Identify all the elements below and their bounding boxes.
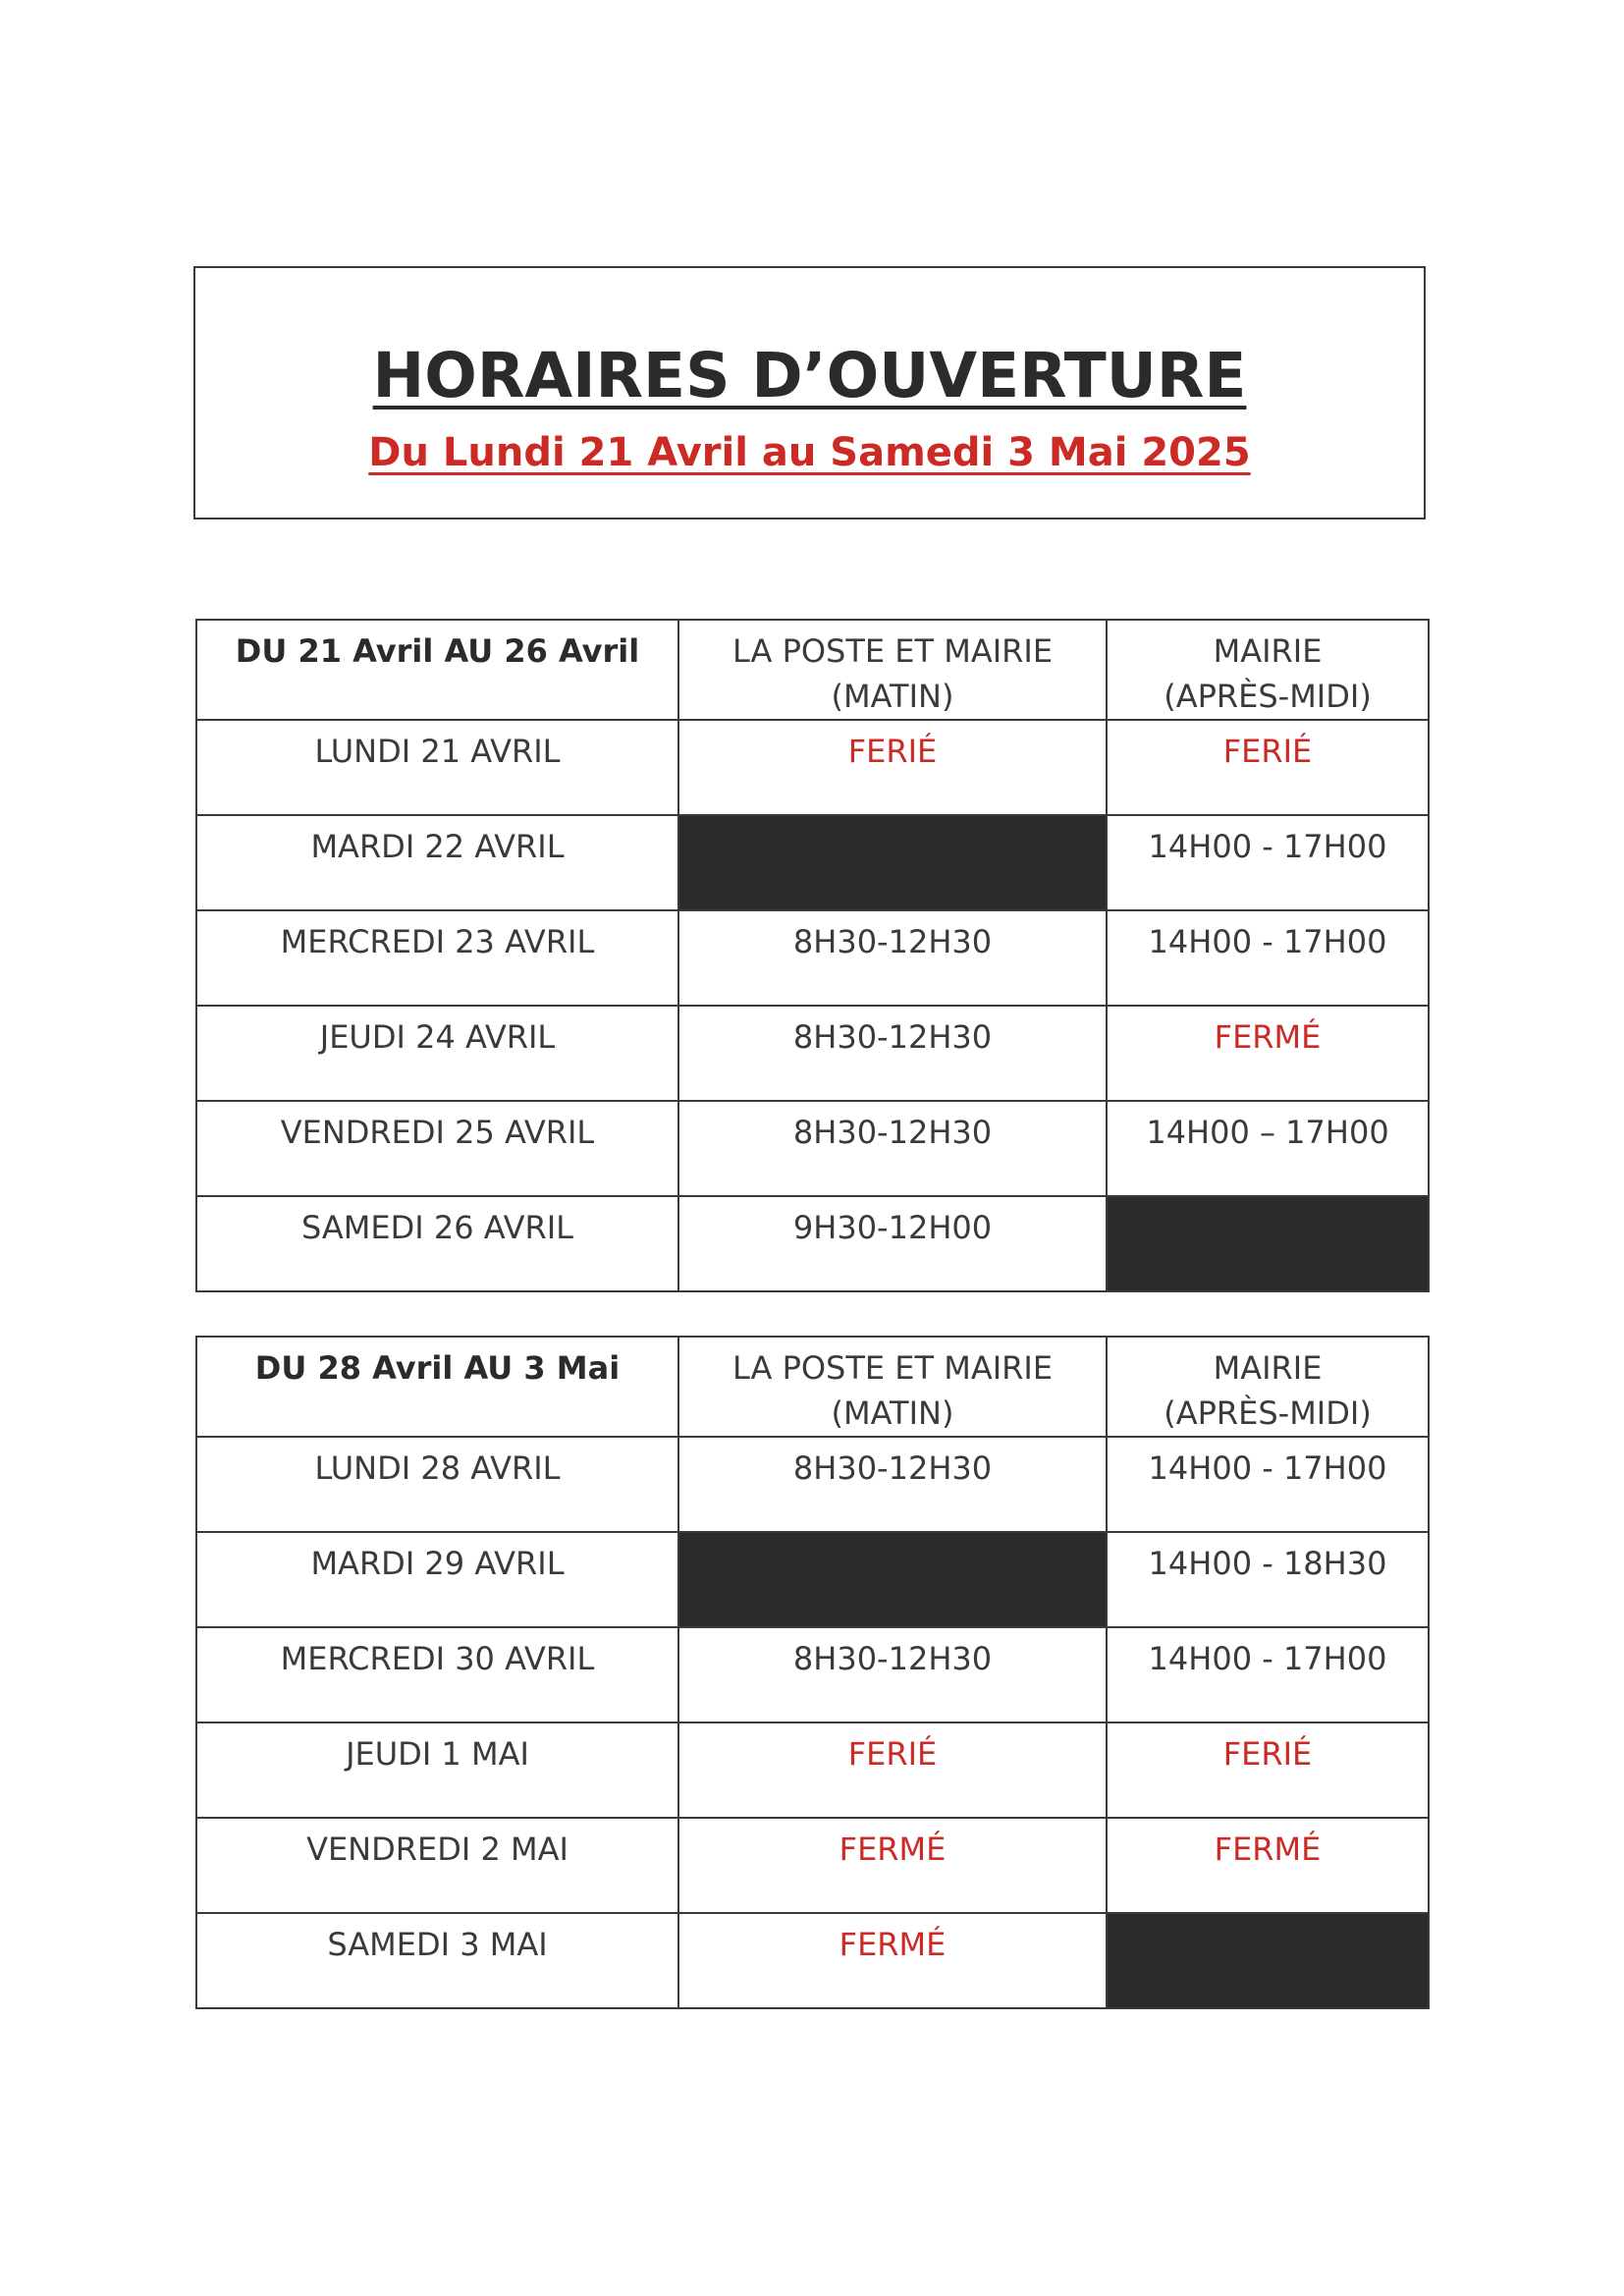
afternoon-cell: 14H00 - 18H30	[1107, 1532, 1429, 1627]
afternoon-cell: 14H00 - 17H00	[1107, 815, 1429, 910]
day-cell: LUNDI 28 AVRIL	[196, 1437, 678, 1532]
table-row	[196, 1722, 1429, 1818]
afternoon-cell: 14H00 - 17H00	[1107, 1627, 1429, 1722]
day-cell: MERCREDI 30 AVRIL	[196, 1627, 678, 1722]
table-row	[196, 1627, 1429, 1722]
page-subtitle: Du Lundi 21 Avril au Samedi 3 Mai 2025	[368, 430, 1251, 475]
closed-block	[678, 1532, 1107, 1627]
table-header-row	[196, 1337, 1429, 1437]
day-cell: JEUDI 1 MAI	[196, 1722, 678, 1818]
table-row	[196, 1913, 1429, 2008]
table-header-row	[196, 620, 1429, 720]
title-box	[193, 266, 1426, 519]
afternoon-column-header: MAIRIE (APRÈS-MIDI)	[1107, 620, 1429, 720]
morning-cell: FERMÉ	[678, 1818, 1107, 1913]
day-cell: SAMEDI 3 MAI	[196, 1913, 678, 2008]
morning-cell: 8H30-12H30	[678, 1627, 1107, 1722]
afternoon-cell: 14H00 - 17H00	[1107, 1437, 1429, 1532]
afternoon-cell: FERIÉ	[1107, 1722, 1429, 1818]
afternoon-cell: 14H00 – 17H00	[1107, 1101, 1429, 1196]
morning-cell: FERMÉ	[678, 1913, 1107, 2008]
table-row	[196, 1196, 1429, 1291]
table-row	[196, 1006, 1429, 1101]
day-cell: JEUDI 24 AVRIL	[196, 1006, 678, 1101]
schedule-table-week-1	[195, 619, 1430, 1292]
day-cell: VENDREDI 2 MAI	[196, 1818, 678, 1913]
morning-cell: 8H30-12H30	[678, 1101, 1107, 1196]
morning-column-header: LA POSTE ET MAIRIE (MATIN)	[678, 1337, 1107, 1437]
afternoon-cell: 14H00 - 17H00	[1107, 910, 1429, 1006]
day-cell: SAMEDI 26 AVRIL	[196, 1196, 678, 1291]
table-row	[196, 720, 1429, 815]
morning-cell: 8H30-12H30	[678, 1006, 1107, 1101]
week-range-header: DU 21 Avril AU 26 Avril	[196, 620, 678, 720]
closed-block	[1107, 1913, 1429, 2008]
afternoon-column-header: MAIRIE (APRÈS-MIDI)	[1107, 1337, 1429, 1437]
morning-cell: 9H30-12H00	[678, 1196, 1107, 1291]
afternoon-cell: FERIÉ	[1107, 720, 1429, 815]
page-title: HORAIRES D’OUVERTURE	[372, 340, 1247, 411]
table-row	[196, 910, 1429, 1006]
day-cell: VENDREDI 25 AVRIL	[196, 1101, 678, 1196]
morning-cell: FERIÉ	[678, 720, 1107, 815]
morning-cell: FERIÉ	[678, 1722, 1107, 1818]
table-row	[196, 1437, 1429, 1532]
table-row	[196, 1532, 1429, 1627]
table-row	[196, 815, 1429, 910]
day-cell: MARDI 29 AVRIL	[196, 1532, 678, 1627]
table-row	[196, 1101, 1429, 1196]
closed-block	[678, 815, 1107, 910]
week-range-header: DU 28 Avril AU 3 Mai	[196, 1337, 678, 1437]
morning-cell: 8H30-12H30	[678, 910, 1107, 1006]
closed-block	[1107, 1196, 1429, 1291]
morning-column-header: LA POSTE ET MAIRIE (MATIN)	[678, 620, 1107, 720]
day-cell: LUNDI 21 AVRIL	[196, 720, 678, 815]
schedule-table-week-2	[195, 1336, 1430, 2009]
morning-cell: 8H30-12H30	[678, 1437, 1107, 1532]
day-cell: MERCREDI 23 AVRIL	[196, 910, 678, 1006]
afternoon-cell: FERMÉ	[1107, 1006, 1429, 1101]
table-row	[196, 1818, 1429, 1913]
afternoon-cell: FERMÉ	[1107, 1818, 1429, 1913]
day-cell: MARDI 22 AVRIL	[196, 815, 678, 910]
